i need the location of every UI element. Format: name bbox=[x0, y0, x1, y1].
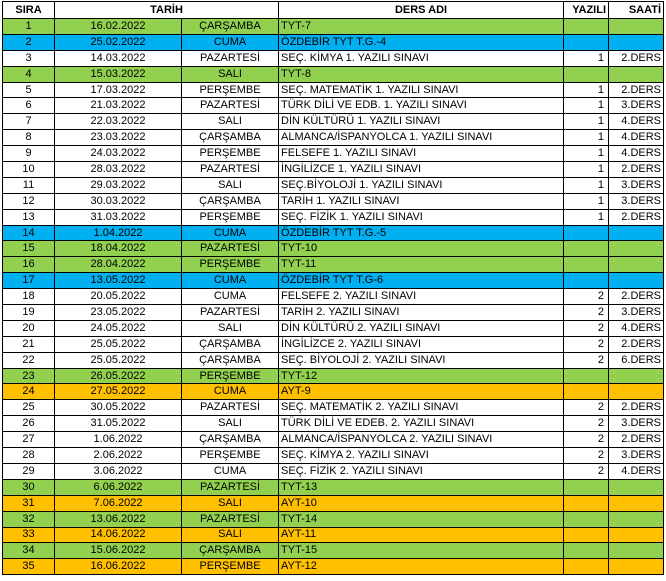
row-yazili: 2 bbox=[564, 289, 609, 305]
row-saat: 4.DERS bbox=[609, 463, 664, 479]
row-saat: 2.DERS bbox=[609, 50, 664, 66]
row-day: CUMA bbox=[182, 463, 279, 479]
table-row bbox=[3, 193, 664, 209]
row-yazili bbox=[564, 384, 609, 400]
row-course-name: SEÇ. MATEMATİK 1. YAZILI SINAVI bbox=[279, 82, 564, 98]
row-course-name: TYT-12 bbox=[279, 368, 564, 384]
row-date: 17.03.2022 bbox=[55, 82, 182, 98]
row-date: 15.03.2022 bbox=[55, 66, 182, 82]
row-yazili: 2 bbox=[564, 432, 609, 448]
row-number: 1 bbox=[3, 19, 55, 35]
table-body bbox=[3, 19, 664, 575]
row-number: 9 bbox=[3, 146, 55, 162]
table-row bbox=[3, 209, 664, 225]
table-row bbox=[3, 416, 664, 432]
row-yazili bbox=[564, 479, 609, 495]
row-date: 16.02.2022 bbox=[55, 19, 182, 35]
row-day: PERŞEMBE bbox=[182, 368, 279, 384]
row-saat bbox=[609, 66, 664, 82]
row-number: 4 bbox=[3, 66, 55, 82]
row-saat: 2.DERS bbox=[609, 400, 664, 416]
row-saat: 4.DERS bbox=[609, 146, 664, 162]
table-row bbox=[3, 543, 664, 559]
row-number: 21 bbox=[3, 336, 55, 352]
row-yazili bbox=[564, 543, 609, 559]
row-saat bbox=[609, 559, 664, 575]
row-date: 14.03.2022 bbox=[55, 50, 182, 66]
table-row bbox=[3, 98, 664, 114]
row-saat bbox=[609, 479, 664, 495]
row-date: 13.05.2022 bbox=[55, 273, 182, 289]
row-number: 20 bbox=[3, 320, 55, 336]
row-course-name: SEÇ.BİYOLOJİ 1. YAZILI SINAVI bbox=[279, 177, 564, 193]
row-saat bbox=[609, 543, 664, 559]
row-day: SALI bbox=[182, 66, 279, 82]
row-saat: 4.DERS bbox=[609, 114, 664, 130]
table-row bbox=[3, 273, 664, 289]
table-row bbox=[3, 463, 664, 479]
table-row bbox=[3, 82, 664, 98]
table-row bbox=[3, 34, 664, 50]
row-date: 22.03.2022 bbox=[55, 114, 182, 130]
row-date: 15.06.2022 bbox=[55, 543, 182, 559]
row-course-name: TYT-7 bbox=[279, 19, 564, 35]
row-day: PAZARTESİ bbox=[182, 162, 279, 178]
row-date: 23.05.2022 bbox=[55, 305, 182, 321]
row-number: 33 bbox=[3, 527, 55, 543]
table-row bbox=[3, 66, 664, 82]
table-row bbox=[3, 241, 664, 257]
row-day: SALI bbox=[182, 416, 279, 432]
row-yazili: 1 bbox=[564, 82, 609, 98]
table-row bbox=[3, 368, 664, 384]
row-yazili bbox=[564, 19, 609, 35]
row-number: 29 bbox=[3, 463, 55, 479]
row-day: SALI bbox=[182, 320, 279, 336]
row-date: 25.05.2022 bbox=[55, 352, 182, 368]
row-number: 24 bbox=[3, 384, 55, 400]
row-saat bbox=[609, 19, 664, 35]
row-course-name: SEÇ. FİZİK 1. YAZILI SINAVI bbox=[279, 209, 564, 225]
row-yazili: 2 bbox=[564, 352, 609, 368]
row-course-name: ÖZDEBİR TYT T.G.-4 bbox=[279, 34, 564, 50]
table-row bbox=[3, 146, 664, 162]
row-yazili: 2 bbox=[564, 320, 609, 336]
row-number: 17 bbox=[3, 273, 55, 289]
row-date: 31.05.2022 bbox=[55, 416, 182, 432]
row-day: CUMA bbox=[182, 289, 279, 305]
header-row bbox=[3, 2, 664, 19]
row-number: 14 bbox=[3, 225, 55, 241]
row-saat: 3.DERS bbox=[609, 177, 664, 193]
row-course-name: TYT-10 bbox=[279, 241, 564, 257]
row-course-name: ÖZDEBİR TYT T.G.-5 bbox=[279, 225, 564, 241]
header-ders-adi: DERS ADI bbox=[279, 2, 564, 19]
row-date: 24.03.2022 bbox=[55, 146, 182, 162]
row-day: PERŞEMBE bbox=[182, 448, 279, 464]
row-yazili bbox=[564, 66, 609, 82]
row-number: 3 bbox=[3, 50, 55, 66]
row-day: ÇARŞAMBA bbox=[182, 130, 279, 146]
row-saat: 2.DERS bbox=[609, 289, 664, 305]
row-yazili bbox=[564, 559, 609, 575]
row-day: PAZARTESİ bbox=[182, 241, 279, 257]
row-number: 2 bbox=[3, 34, 55, 50]
row-day: ÇARŞAMBA bbox=[182, 352, 279, 368]
row-yazili: 1 bbox=[564, 146, 609, 162]
row-number: 34 bbox=[3, 543, 55, 559]
row-number: 23 bbox=[3, 368, 55, 384]
row-yazili: 1 bbox=[564, 177, 609, 193]
row-saat: 2.DERS bbox=[609, 432, 664, 448]
row-number: 28 bbox=[3, 448, 55, 464]
row-date: 7.06.2022 bbox=[55, 495, 182, 511]
row-course-name: AYT-9 bbox=[279, 384, 564, 400]
table-row bbox=[3, 448, 664, 464]
header-saati: SAATİ bbox=[609, 2, 664, 19]
row-saat: 6.DERS bbox=[609, 352, 664, 368]
row-yazili bbox=[564, 368, 609, 384]
row-day: PERŞEMBE bbox=[182, 209, 279, 225]
row-saat: 4.DERS bbox=[609, 320, 664, 336]
row-number: 8 bbox=[3, 130, 55, 146]
table-row bbox=[3, 432, 664, 448]
row-yazili: 1 bbox=[564, 50, 609, 66]
row-yazili bbox=[564, 495, 609, 511]
row-yazili: 2 bbox=[564, 448, 609, 464]
row-day: PAZARTESİ bbox=[182, 511, 279, 527]
row-saat: 2.DERS bbox=[609, 82, 664, 98]
row-yazili bbox=[564, 225, 609, 241]
row-number: 13 bbox=[3, 209, 55, 225]
table-row bbox=[3, 320, 664, 336]
row-saat: 3.DERS bbox=[609, 305, 664, 321]
row-date: 30.03.2022 bbox=[55, 193, 182, 209]
row-saat bbox=[609, 511, 664, 527]
row-day: SALI bbox=[182, 177, 279, 193]
row-saat bbox=[609, 257, 664, 273]
row-date: 25.05.2022 bbox=[55, 336, 182, 352]
row-course-name: TYT-11 bbox=[279, 257, 564, 273]
exam-schedule-table bbox=[2, 1, 664, 575]
row-course-name: TÜRK DİLİ VE EDEB. 2. YAZILI SINAVI bbox=[279, 416, 564, 432]
row-yazili: 2 bbox=[564, 336, 609, 352]
row-date: 27.05.2022 bbox=[55, 384, 182, 400]
row-saat: 3.DERS bbox=[609, 416, 664, 432]
row-saat bbox=[609, 241, 664, 257]
row-yazili bbox=[564, 527, 609, 543]
row-saat: 2.DERS bbox=[609, 336, 664, 352]
row-number: 30 bbox=[3, 479, 55, 495]
row-day: PAZARTESİ bbox=[182, 50, 279, 66]
table-row bbox=[3, 495, 664, 511]
row-saat: 4.DERS bbox=[609, 130, 664, 146]
row-number: 6 bbox=[3, 98, 55, 114]
row-date: 24.05.2022 bbox=[55, 320, 182, 336]
row-course-name: SEÇ. KİMYA 2. YAZILI SINAVI bbox=[279, 448, 564, 464]
row-course-name: DİN KÜLTÜRÜ 1. YAZILI SINAVI bbox=[279, 114, 564, 130]
row-course-name: TÜRK DİLİ VE EDB. 1. YAZILI SINAVI bbox=[279, 98, 564, 114]
table-row bbox=[3, 114, 664, 130]
row-saat bbox=[609, 368, 664, 384]
row-course-name: SEÇ. FİZİK 2. YAZILI SINAVI bbox=[279, 463, 564, 479]
row-number: 25 bbox=[3, 400, 55, 416]
row-course-name: SEÇ. BİYOLOJİ 2. YAZILI SINAVI bbox=[279, 352, 564, 368]
row-date: 1.04.2022 bbox=[55, 225, 182, 241]
row-saat bbox=[609, 273, 664, 289]
row-course-name: SEÇ. MATEMATİK 2. YAZILI SINAVI bbox=[279, 400, 564, 416]
table-row bbox=[3, 177, 664, 193]
row-saat bbox=[609, 34, 664, 50]
row-saat: 3.DERS bbox=[609, 98, 664, 114]
row-day: CUMA bbox=[182, 225, 279, 241]
row-number: 19 bbox=[3, 305, 55, 321]
row-day: PERŞEMBE bbox=[182, 146, 279, 162]
table-row bbox=[3, 50, 664, 66]
row-yazili: 1 bbox=[564, 114, 609, 130]
row-course-name: ÖZDEBİR TYT T.G-6 bbox=[279, 273, 564, 289]
row-day: PAZARTESİ bbox=[182, 98, 279, 114]
table-row bbox=[3, 384, 664, 400]
row-saat: 3.DERS bbox=[609, 448, 664, 464]
row-course-name: TYT-13 bbox=[279, 479, 564, 495]
row-day: CUMA bbox=[182, 384, 279, 400]
row-course-name: TYT-14 bbox=[279, 511, 564, 527]
row-yazili: 2 bbox=[564, 416, 609, 432]
row-course-name: AYT-10 bbox=[279, 495, 564, 511]
row-day: ÇARŞAMBA bbox=[182, 193, 279, 209]
row-yazili: 2 bbox=[564, 463, 609, 479]
row-day: PAZARTESİ bbox=[182, 305, 279, 321]
table-row bbox=[3, 559, 664, 575]
row-day: SALI bbox=[182, 527, 279, 543]
row-course-name: İNGİLİZCE 1. YAZILI SINAVI bbox=[279, 162, 564, 178]
row-course-name: ALMANCA/İSPANYOLCA 2. YAZILI SINAVI bbox=[279, 432, 564, 448]
row-course-name: FELSEFE 2. YAZILI SINAVI bbox=[279, 289, 564, 305]
table-row bbox=[3, 527, 664, 543]
row-number: 11 bbox=[3, 177, 55, 193]
row-day: PAZARTESİ bbox=[182, 479, 279, 495]
row-date: 21.03.2022 bbox=[55, 98, 182, 114]
row-yazili: 1 bbox=[564, 162, 609, 178]
row-number: 22 bbox=[3, 352, 55, 368]
row-number: 18 bbox=[3, 289, 55, 305]
row-day: PAZARTESİ bbox=[182, 400, 279, 416]
row-date: 25.02.2022 bbox=[55, 34, 182, 50]
row-yazili bbox=[564, 34, 609, 50]
row-yazili: 1 bbox=[564, 98, 609, 114]
row-course-name: ALMANCA/İSPANYOLCA 1. YAZILI SINAVI bbox=[279, 130, 564, 146]
row-date: 13.06.2022 bbox=[55, 511, 182, 527]
header-tarih: TARİH bbox=[55, 2, 279, 19]
table-row bbox=[3, 19, 664, 35]
header-sira: SIRA bbox=[3, 2, 55, 19]
row-saat bbox=[609, 527, 664, 543]
row-yazili: 2 bbox=[564, 305, 609, 321]
row-yazili bbox=[564, 273, 609, 289]
row-saat: 2.DERS bbox=[609, 162, 664, 178]
row-course-name: TARİH 1. YAZILI SINAVI bbox=[279, 193, 564, 209]
row-yazili: 2 bbox=[564, 400, 609, 416]
row-day: CUMA bbox=[182, 273, 279, 289]
row-yazili: 1 bbox=[564, 130, 609, 146]
row-day: CUMA bbox=[182, 34, 279, 50]
row-course-name: İNGİLİZCE 2. YAZILI SINAVI bbox=[279, 336, 564, 352]
row-number: 16 bbox=[3, 257, 55, 273]
table-row bbox=[3, 305, 664, 321]
row-date: 29.03.2022 bbox=[55, 177, 182, 193]
header-yazili: YAZILI bbox=[564, 2, 609, 19]
row-course-name: TARİH 2. YAZILI SINAVI bbox=[279, 305, 564, 321]
row-course-name: AYT-12 bbox=[279, 559, 564, 575]
row-yazili bbox=[564, 241, 609, 257]
row-course-name: TYT-8 bbox=[279, 66, 564, 82]
row-number: 12 bbox=[3, 193, 55, 209]
row-date: 14.06.2022 bbox=[55, 527, 182, 543]
row-date: 31.03.2022 bbox=[55, 209, 182, 225]
row-number: 5 bbox=[3, 82, 55, 98]
row-day: ÇARŞAMBA bbox=[182, 19, 279, 35]
row-number: 32 bbox=[3, 511, 55, 527]
row-saat bbox=[609, 384, 664, 400]
row-saat: 3.DERS bbox=[609, 193, 664, 209]
row-yazili bbox=[564, 511, 609, 527]
row-saat bbox=[609, 495, 664, 511]
row-date: 18.04.2022 bbox=[55, 241, 182, 257]
table-row bbox=[3, 400, 664, 416]
row-number: 10 bbox=[3, 162, 55, 178]
row-date: 20.05.2022 bbox=[55, 289, 182, 305]
row-date: 1.06.2022 bbox=[55, 432, 182, 448]
row-day: PERŞEMBE bbox=[182, 257, 279, 273]
row-date: 28.04.2022 bbox=[55, 257, 182, 273]
row-course-name: SEÇ. KİMYA 1. YAZILI SINAVI bbox=[279, 50, 564, 66]
row-day: ÇARŞAMBA bbox=[182, 543, 279, 559]
table-row bbox=[3, 511, 664, 527]
row-number: 35 bbox=[3, 559, 55, 575]
row-date: 3.06.2022 bbox=[55, 463, 182, 479]
row-number: 26 bbox=[3, 416, 55, 432]
row-number: 7 bbox=[3, 114, 55, 130]
row-date: 6.06.2022 bbox=[55, 479, 182, 495]
row-number: 15 bbox=[3, 241, 55, 257]
row-day: SALI bbox=[182, 114, 279, 130]
exam-schedule bbox=[2, 1, 664, 575]
row-date: 16.06.2022 bbox=[55, 559, 182, 575]
row-yazili: 1 bbox=[564, 193, 609, 209]
row-day: SALI bbox=[182, 495, 279, 511]
row-saat bbox=[609, 225, 664, 241]
table-row bbox=[3, 130, 664, 146]
row-yazili bbox=[564, 257, 609, 273]
table-row bbox=[3, 257, 664, 273]
row-day: ÇARŞAMBA bbox=[182, 336, 279, 352]
row-date: 26.05.2022 bbox=[55, 368, 182, 384]
row-date: 2.06.2022 bbox=[55, 448, 182, 464]
table-row bbox=[3, 162, 664, 178]
row-day: PERŞEMBE bbox=[182, 559, 279, 575]
row-date: 23.03.2022 bbox=[55, 130, 182, 146]
row-date: 30.05.2022 bbox=[55, 400, 182, 416]
table-row bbox=[3, 289, 664, 305]
row-course-name: FELSEFE 1. YAZILI SINAVI bbox=[279, 146, 564, 162]
row-number: 31 bbox=[3, 495, 55, 511]
table-row bbox=[3, 479, 664, 495]
table-row bbox=[3, 225, 664, 241]
row-course-name: DİN KÜLTÜRÜ 2. YAZILI SINAVI bbox=[279, 320, 564, 336]
row-date: 28.03.2022 bbox=[55, 162, 182, 178]
row-day: ÇARŞAMBA bbox=[182, 432, 279, 448]
table-row bbox=[3, 336, 664, 352]
row-course-name: TYT-15 bbox=[279, 543, 564, 559]
row-yazili: 1 bbox=[564, 209, 609, 225]
table-row bbox=[3, 352, 664, 368]
row-number: 27 bbox=[3, 432, 55, 448]
row-saat: 2.DERS bbox=[609, 209, 664, 225]
row-day: PERŞEMBE bbox=[182, 82, 279, 98]
row-course-name: AYT-11 bbox=[279, 527, 564, 543]
